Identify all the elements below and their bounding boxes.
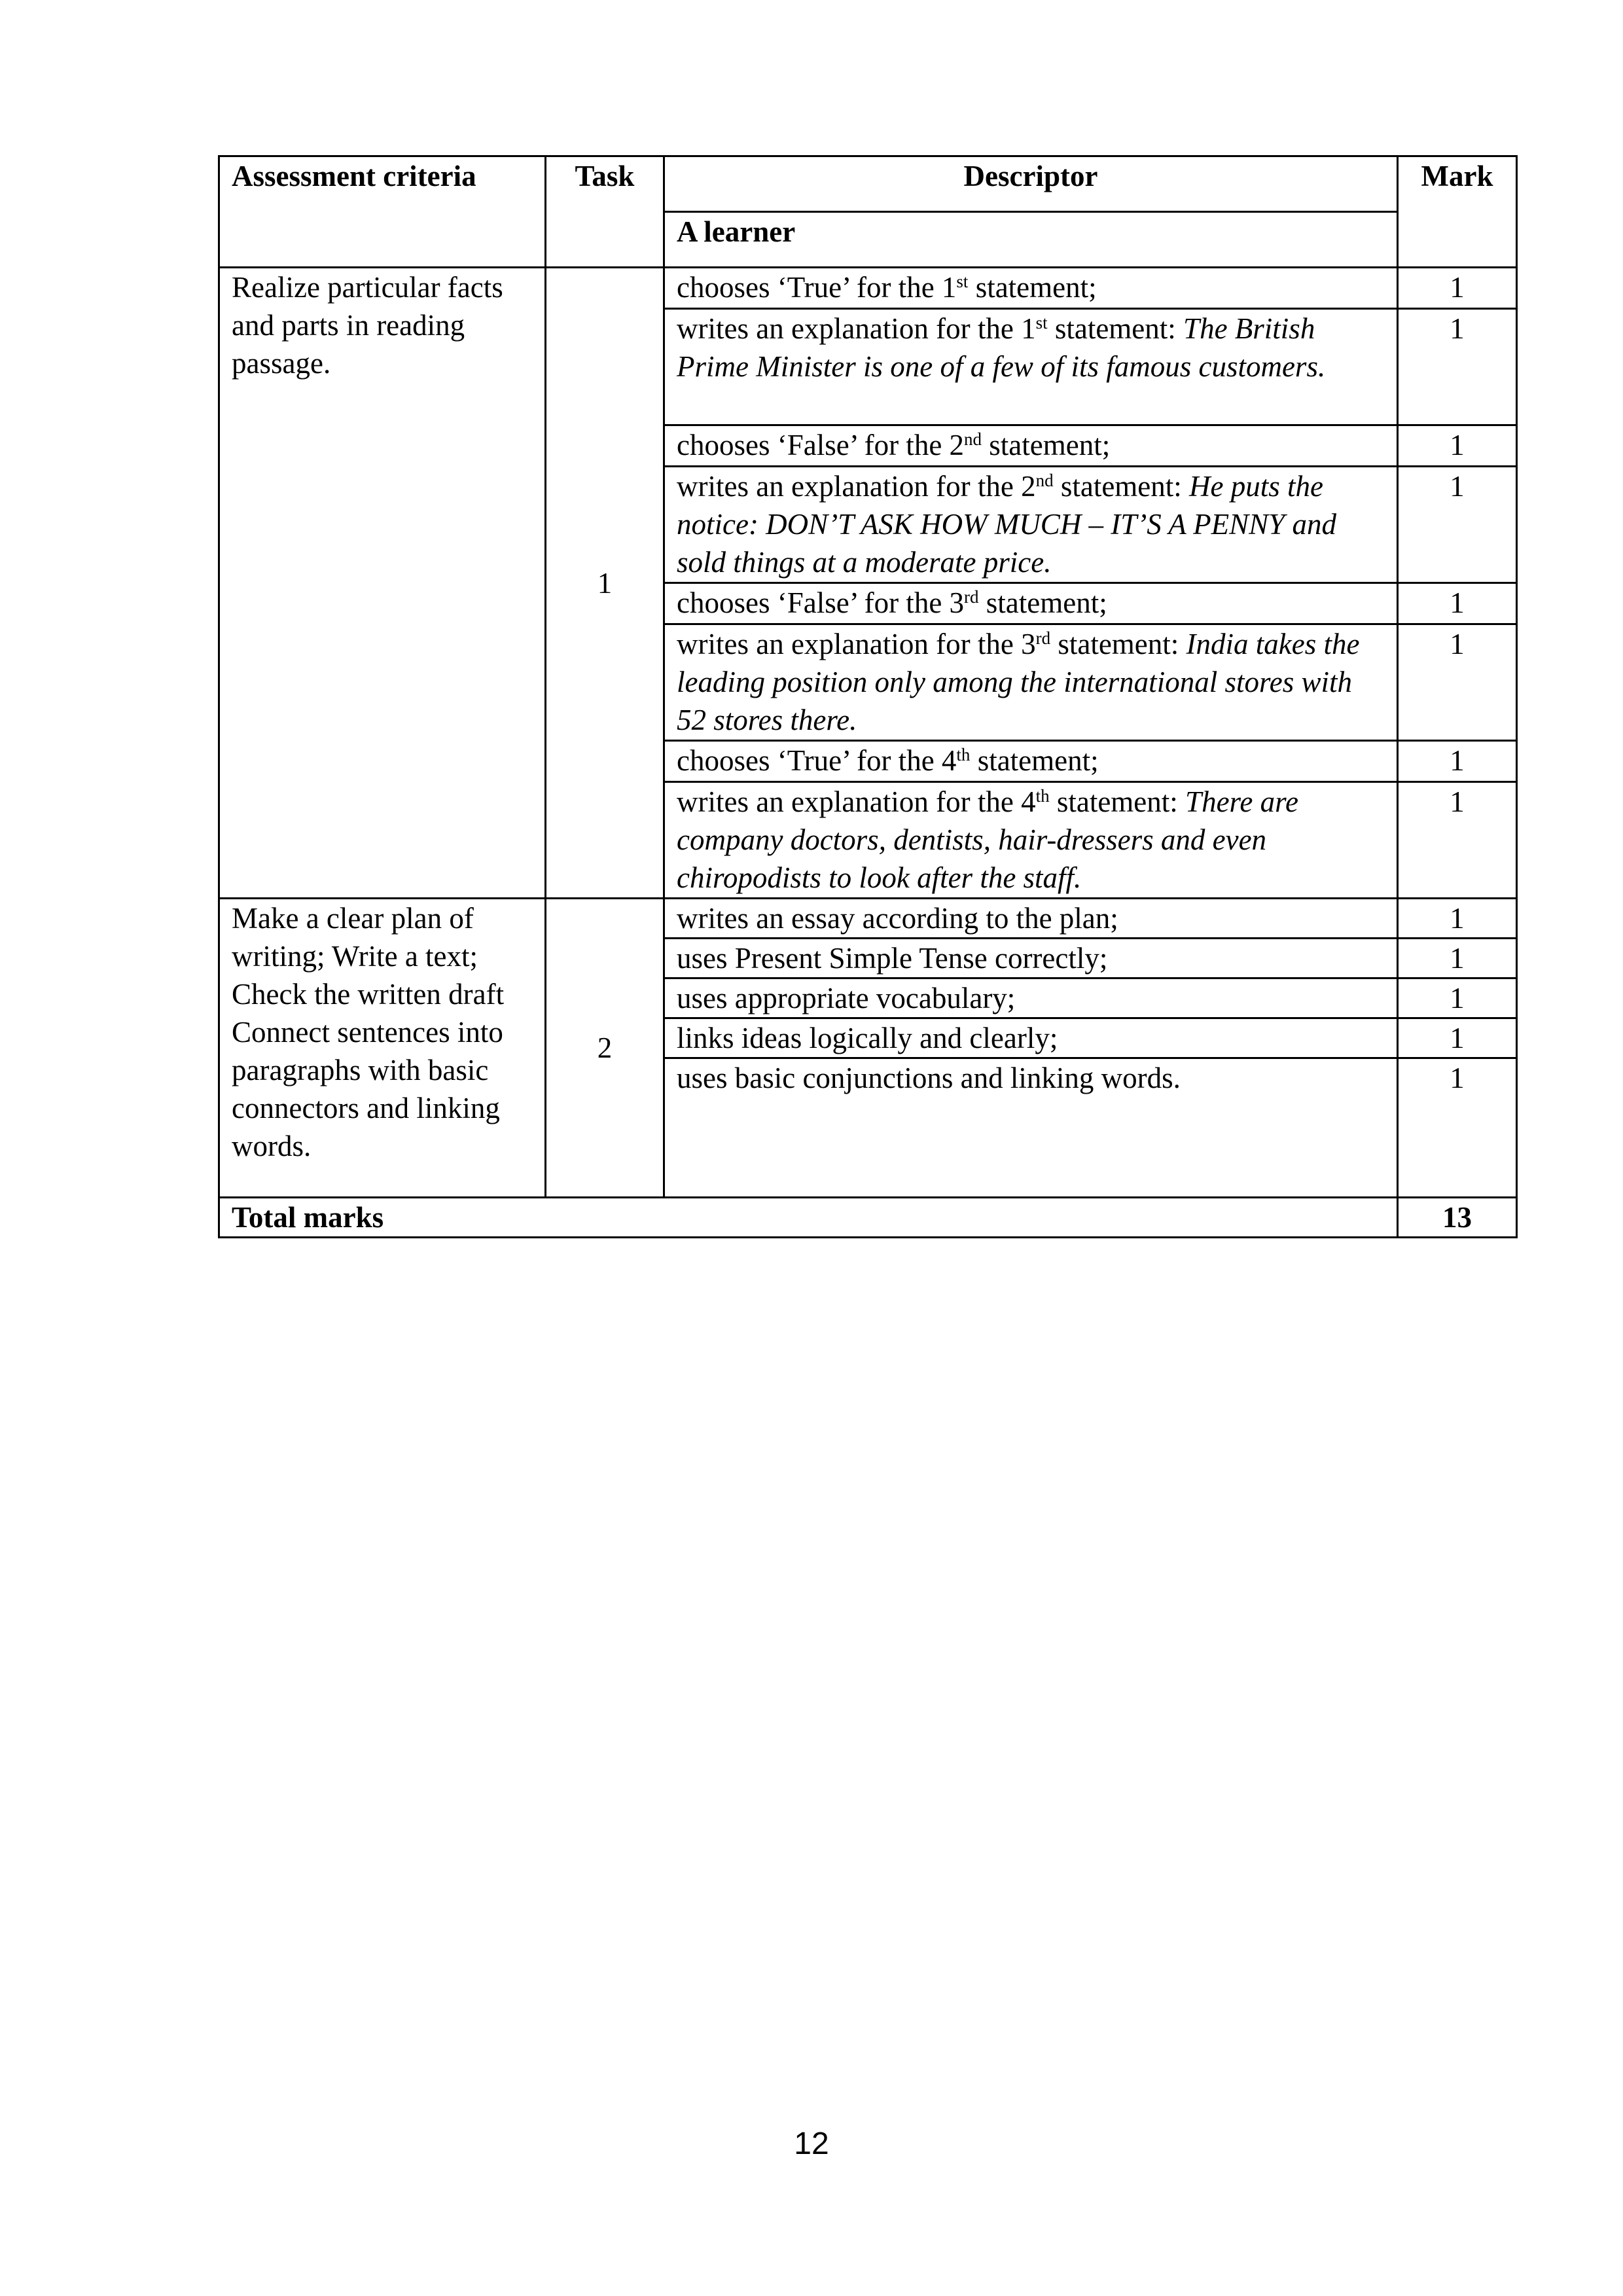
descriptor-cell: writes an essay according to the plan; <box>664 899 1398 939</box>
mark-cell: 1 <box>1398 624 1517 741</box>
descriptor-cell: chooses ‘False’ for the 2nd statement; <box>664 425 1398 467</box>
descriptor-cell: writes an explanation for the 2nd statement: He puts the notice: DON’T ASK HOW MUCH – IT’S A PENNY and sold things at a moderate price. <box>664 467 1398 583</box>
mark-header: Mark <box>1398 156 1517 268</box>
assessment-table <box>218 155 1518 1238</box>
descriptor-cell: writes an explanation for the 3rd statement: India takes the leading position only among the international stores with 52 stores there. <box>664 624 1398 741</box>
descriptor-cell: writes an explanation for the 1st statement: The British Prime Minister is one of a few of its famous customers. <box>664 309 1398 425</box>
mark-cell: 1 <box>1398 978 1517 1018</box>
task-header: Task <box>546 156 664 268</box>
learner-subheader: A learner <box>664 212 1398 268</box>
descriptor-cell: uses appropriate vocabulary; <box>664 978 1398 1018</box>
mark-cell: 1 <box>1398 309 1517 425</box>
table-row <box>219 268 1517 309</box>
task1-number: 1 <box>546 268 664 899</box>
descriptor-cell: uses basic conjunctions and linking words. <box>664 1058 1398 1198</box>
total-row <box>219 1198 1517 1238</box>
descriptor-cell: writes an explanation for the 4th statement: There are company doctors, dentists, hair-dressers and even chiropodists to look after the staff. <box>664 782 1398 899</box>
descriptor-cell: chooses ‘False’ for the 3rd statement; <box>664 583 1398 624</box>
page-number: 12 <box>794 2126 829 2161</box>
mark-cell: 1 <box>1398 583 1517 624</box>
mark-cell: 1 <box>1398 1018 1517 1058</box>
mark-cell: 1 <box>1398 782 1517 899</box>
mark-cell: 1 <box>1398 741 1517 782</box>
descriptor-header: Descriptor <box>664 156 1398 212</box>
mark-cell: 1 <box>1398 899 1517 939</box>
total-label: Total marks <box>219 1198 1398 1238</box>
descriptor-cell: chooses ‘True’ for the 1st statement; <box>664 268 1398 309</box>
descriptor-cell: uses Present Simple Tense correctly; <box>664 939 1398 978</box>
table-row <box>219 899 1517 939</box>
mark-cell: 1 <box>1398 939 1517 978</box>
task2-number: 2 <box>546 899 664 1198</box>
mark-cell: 1 <box>1398 467 1517 583</box>
criteria-header: Assessment criteria <box>219 156 546 268</box>
mark-cell: 1 <box>1398 268 1517 309</box>
mark-cell: 1 <box>1398 425 1517 467</box>
total-value: 13 <box>1398 1198 1517 1238</box>
task2-criteria: Make a clear plan of writing; Write a text; Check the written draft Connect sentences into paragraphs with basic connectors and linking words. <box>219 899 546 1198</box>
descriptor-cell: links ideas logically and clearly; <box>664 1018 1398 1058</box>
descriptor-cell: chooses ‘True’ for the 4th statement; <box>664 741 1398 782</box>
header-row <box>219 156 1517 212</box>
mark-cell: 1 <box>1398 1058 1517 1198</box>
task1-criteria: Realize particular facts and parts in reading passage. <box>219 268 546 899</box>
